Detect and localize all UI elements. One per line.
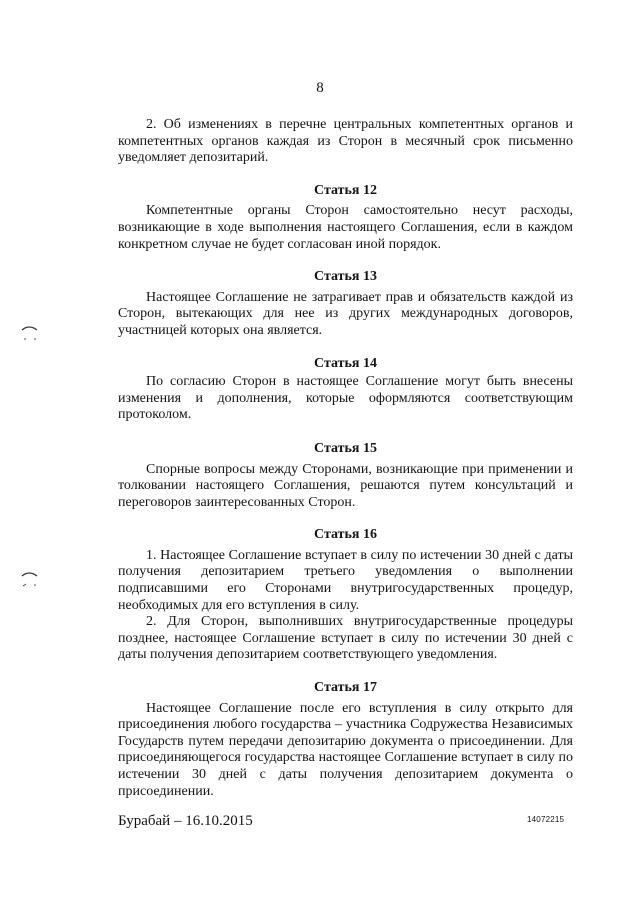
footer-place-date: Бурабай – 16.10.2015	[118, 813, 253, 829]
article-16-heading: Статья 16	[314, 527, 377, 543]
article-16-paragraph-2: 2. Для Сторон, выполнивших внутригосударственные процедуры позднее, настоящее Соглашение вступает в силу по истечении 30 дней с даты получения депозитарием соответствующего уведомления.	[118, 614, 573, 663]
article-17-paragraph: Настоящее Соглашение после его вступления в силу открыто для присоединения любого государства – участника Содружества Независимых Государств путем передачи депозитарию документа о присоединении. Для присоединяющегося государства настоящее Соглашение вступает в силу по истечении 30 дней с даты получения депозитарием документа о присоединении.	[118, 700, 573, 799]
article-12-heading: Статья 12	[314, 182, 377, 198]
intro-paragraph: 2. Об изменениях в перечне центральных компетентных органов и компетентных органов каждая из Сторон в месячный срок письменно уведомляет депозитарий.	[118, 117, 573, 166]
punch-hole-mark-icon	[20, 321, 40, 343]
article-17-heading: Статья 17	[314, 680, 377, 696]
article-13-paragraph: Настоящее Соглашение не затрагивает прав и обязательств каждой из Сторон, вытекающих для нее из других международных договоров, участницей которых она является.	[118, 289, 573, 338]
article-16-paragraph-1: 1. Настоящее Соглашение вступает в силу по истечении 30 дней с даты получения депозитарием третьего уведомления о выполнении подписавшими его Сторонами внутригосударственных процедур, необходимых для его вступления в силу.	[118, 547, 573, 613]
page-number: 8	[316, 80, 324, 96]
footer-document-code: 14072215	[527, 815, 565, 824]
article-12-paragraph: Компетентные органы Сторон самостоятельно несут расходы, возникающие в ходе выполнения настоящего Соглашения, если в каждом конкретном случае не будет согласован иной порядок.	[118, 203, 573, 252]
article-14-paragraph: По согласию Сторон в настоящее Соглашение могут быть внесены изменения и дополнения, которые оформляются соответствующим протоколом.	[118, 374, 573, 423]
article-15-paragraph: Спорные вопросы между Сторонами, возникающие при применении и толковании настоящего Соглашения, решаются путем консультаций и переговоров заинтересованных Сторон.	[118, 461, 573, 510]
article-15-heading: Статья 15	[314, 440, 377, 456]
article-13-heading: Статья 13	[314, 269, 377, 285]
article-14-heading: Статья 14	[314, 355, 377, 371]
punch-hole-mark-icon	[20, 567, 40, 589]
document-body	[118, 117, 573, 800]
